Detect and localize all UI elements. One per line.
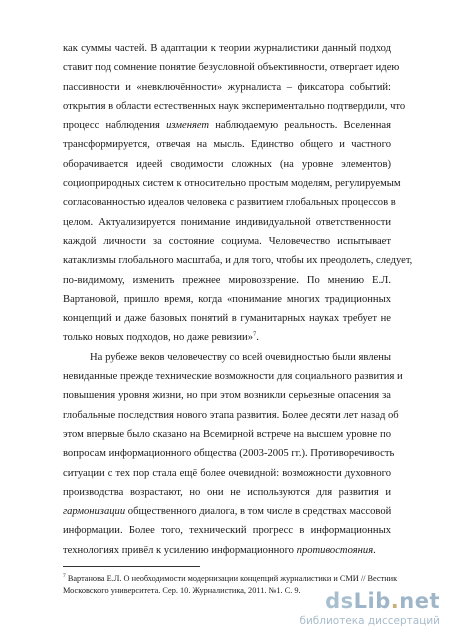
italic-emphasis: противостояния [296, 544, 374, 556]
footnote-marker: 7 [63, 573, 66, 580]
text-run: . [373, 544, 376, 556]
logo-part: ds [325, 589, 354, 613]
text-run: наблюдаемую реальность. Вселенная [209, 120, 391, 132]
body-text [63, 39, 413, 560]
body-line: невиданные прежде технические возможности для социального развития и [63, 371, 403, 383]
footnote-separator [63, 566, 200, 567]
dslib-watermark[interactable] [299, 589, 442, 631]
body-line: согласованностью идеалов человека с развитием глобальных процессов в [63, 197, 396, 209]
text-run: общественного диалога, в том числе в средствах массовой [125, 506, 392, 518]
body-line: катаклизмы глобального масштаба, и для того, чтобы их преодолеть, следует, [63, 255, 413, 267]
body-line: вопросам информационного общества (2003-2005 гг.). Противоречивость [63, 448, 395, 460]
watermark-tagline: библиотека диссертаций [299, 615, 440, 627]
body-line: трансформируется, отвечая на мысль. Единство общего и частного [63, 139, 391, 151]
body-line: производства возрастают, но они не используются для развития и [63, 486, 391, 498]
body-line: оборачивается идеей сводимости сложных (на уровне элементов) [63, 158, 391, 170]
footnote-text: Вартанова Е.Л. О необходимости модернизации концепций журналистики и СМИ // Вестник [65, 574, 398, 583]
body-line: концепций и даже базовых понятий в гуманитарных науках требует не [63, 313, 391, 325]
logo-dot: . [390, 589, 400, 613]
body-line: информации. Более того, технический прогресс в информационных [63, 525, 391, 537]
italic-emphasis: гармонизации [63, 506, 126, 518]
body-line: глобальные последствия нового этапа развития. Более десяти лет назад об [63, 409, 399, 421]
body-line: социоприродных систем к относительно простым моделям, регулируемым [63, 178, 401, 190]
body-line: ставит под сомнение понятие безусловной объективности, отвергает идею [63, 62, 400, 74]
logo-part: net [399, 589, 440, 613]
text-run: процесс наблюдения [63, 120, 167, 132]
text-run: технологиях привёл к усилению информационного [63, 544, 297, 556]
footnote-line [63, 573, 398, 585]
body-line: пассивности и «невключённости» журналиста – фиксатора событий: [63, 81, 391, 93]
dslib-logo [325, 589, 440, 615]
body-line [63, 328, 391, 347]
body-line: этом впервые было сказано на Всемирной встрече на высшем уровне по [63, 428, 391, 440]
body-line [63, 541, 391, 560]
italic-emphasis: изменяет [166, 120, 210, 132]
body-line: как суммы частей. В адаптации к теории журналистики данный подход [63, 43, 391, 54]
footnote-reference[interactable]: 7 [253, 330, 257, 338]
body-line: повышения уровня жизни, но при этом возникли серьезные опасения за [63, 390, 391, 402]
text-run: только новых подходов, но даже ревизии» [63, 332, 253, 344]
body-line: каждой личности за состояние социума. Человечество испытывает [63, 235, 391, 247]
footnote-line: Московского университета. Сер. 10. Журналистика, 2011. №1. С. 9. [63, 585, 301, 595]
logo-part: Lib [353, 589, 391, 613]
body-line [63, 502, 391, 521]
body-line [63, 116, 391, 135]
body-line: целом. Актуализируется понимание индивидуальной ответственности [63, 216, 391, 228]
body-line: открытия в области естественных наук экспериментально подтвердили, что [63, 100, 406, 112]
body-line: Вартановой, пришло время, когда «понимание многих традиционных [63, 293, 391, 305]
body-line: ситуации с тех пор стала ещё более очевидной: возможности духовного [63, 467, 391, 479]
text-run: . [256, 332, 259, 344]
body-line: На рубеже веков человечеству со всей очевидностью были явлены [90, 351, 391, 363]
body-line: по-видимому, изменить прежнее мировоззрение. По мнению Е.Л. [63, 274, 391, 286]
